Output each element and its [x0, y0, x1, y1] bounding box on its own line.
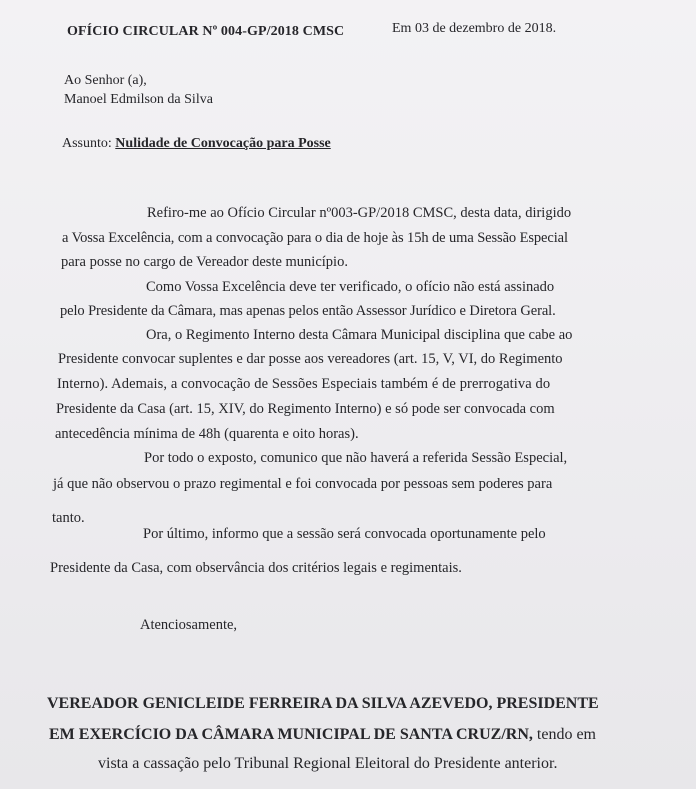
body-line: Presidente da Casa, com observância dos critérios legais e regimentais. — [50, 560, 462, 576]
body-line: Presidente da Casa (art. 15, XIV, do Regimento Interno) e só pode ser convocada com — [56, 401, 555, 417]
body-line: para posse no cargo de Vereador deste município. — [61, 254, 348, 270]
signature-line-2-rest: tendo em — [532, 726, 596, 743]
document-reference: OFÍCIO CIRCULAR Nº 004-GP/2018 CMSC — [67, 24, 345, 39]
subject-label: Assunto: — [62, 136, 112, 151]
body-line: pelo Presidente da Câmara, mas apenas pelos então Assessor Jurídico e Diretora Geral. — [60, 303, 556, 319]
subject-line — [62, 136, 331, 152]
body-line: a Vossa Excelência, com a convocação para o dia de hoje às 15h de uma Sessão Especial — [62, 230, 568, 246]
subject-title: Nulidade de Convocação para Posse — [115, 136, 331, 151]
document-date: Em 03 de dezembro de 2018. — [392, 21, 557, 36]
body-line: já que não observou o prazo regimental e foi convocada por pessoas sem poderes para — [53, 476, 553, 492]
closing: Atenciosamente, — [140, 617, 238, 633]
body-line: Presidente convocar suplentes e dar posse aos vereadores (art. 15, V, VI, do Regimento — [58, 351, 563, 367]
body-line: Ora, o Regimento Interno desta Câmara Municipal disciplina que cabe ao — [146, 327, 573, 343]
body-line: Por último, informo que a sessão será convocada oportunamente pelo — [143, 526, 546, 542]
body-line: Interno). Ademais, a convocação de Sessões Especiais também é de prerrogativa do — [57, 376, 551, 392]
addressee-name: Manoel Edmilson da Silva — [64, 92, 213, 107]
body-line: Refiro-me ao Ofício Circular nº003-GP/2018 CMSC, desta data, dirigido — [147, 205, 572, 221]
signature-line-2-bold: EM EXERCÍCIO DA CÂMARA MUNICIPAL DE SANTA CRUZ/RN, — [49, 726, 533, 743]
body-line: Como Vossa Excelência deve ter verificado, o ofício não está assinado — [146, 279, 555, 295]
signature-line-3: vista a cassação pelo Tribunal Regional Eleitoral do Presidente anterior. — [98, 755, 558, 772]
body-line: Por todo o exposto, comunico que não haverá a referida Sessão Especial, — [144, 450, 568, 466]
body-line: tanto. — [52, 510, 85, 526]
signature-line-2 — [49, 726, 596, 744]
body-line: antecedência mínima de 48h (quarenta e oito horas). — [55, 426, 359, 442]
addressee-salutation: Ao Senhor (a), — [64, 73, 147, 88]
signature-line-1: VEREADOR GENICLEIDE FERREIRA DA SILVA AZEVEDO, PRESIDENTE — [47, 695, 599, 712]
